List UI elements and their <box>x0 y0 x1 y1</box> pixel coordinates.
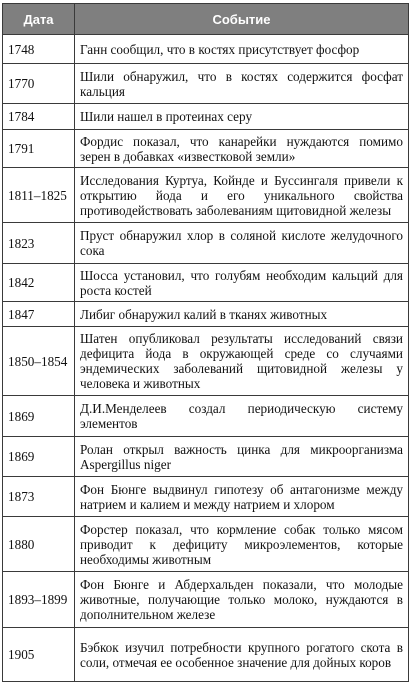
date-cell: 1869 <box>3 437 75 477</box>
date-cell: 1905 <box>3 628 75 682</box>
table-row <box>3 517 409 572</box>
table-row <box>3 64 409 104</box>
date-cell: 1893–1899 <box>3 572 75 628</box>
event-cell: Шили обнаружил, что в костях содержится фосфат кальция <box>75 64 409 104</box>
event-cell: Шосса установил, что голубям необходим кальций для роста костей <box>75 264 409 302</box>
event-cell: Форстер показал, что кормление собак только мясом приводит к дефициту микроэлементов, которые необходимы животным <box>75 517 409 572</box>
header-row <box>3 4 409 35</box>
date-cell: 1847 <box>3 302 75 327</box>
event-cell: Фон Бюнге и Абдерхальден показали, что молодые животные, получающие только молоко, нуждаются в дополнительном железе <box>75 572 409 628</box>
table-row <box>3 572 409 628</box>
event-cell: Пруст обнаружил хлор в соляной кислоте желудочного сока <box>75 223 409 264</box>
table-row <box>3 264 409 302</box>
table-body <box>3 35 409 682</box>
table-row <box>3 437 409 477</box>
table-row <box>3 302 409 327</box>
table-row <box>3 477 409 517</box>
table-row <box>3 223 409 264</box>
date-column-header: Дата <box>3 4 75 35</box>
table-row <box>3 130 409 168</box>
date-cell: 1791 <box>3 130 75 168</box>
date-cell: 1823 <box>3 223 75 264</box>
event-cell: Шили нашел в протеинах серу <box>75 104 409 130</box>
table-row <box>3 35 409 64</box>
event-column-header: Событие <box>75 4 409 35</box>
table-row <box>3 327 409 396</box>
date-cell: 1850–1854 <box>3 327 75 396</box>
event-cell: Исследования Куртуа, Койнде и Буссингаля привели к открытию йода и его уникального свойства противодействовать заболеваниям щитовидной железы <box>75 168 409 223</box>
date-cell: 1811–1825 <box>3 168 75 223</box>
event-cell: Фордис показал, что канарейки нуждаются помимо зерен в добавках «известковой земли» <box>75 130 409 168</box>
date-cell: 1873 <box>3 477 75 517</box>
event-cell: Шатен опубликовал результаты исследований связи дефицита йода в окружающей среде со случаями эндемических заболеваний щитовидной железы у человека и животных <box>75 327 409 396</box>
table-row <box>3 104 409 130</box>
date-cell: 1784 <box>3 104 75 130</box>
event-cell: Ролан открыл важность цинка для микроорганизма Aspergillus niger <box>75 437 409 477</box>
date-cell: 1842 <box>3 264 75 302</box>
table-row <box>3 168 409 223</box>
date-cell: 1880 <box>3 517 75 572</box>
event-cell: Д.И.Менделеев создал периодическую систему элементов <box>75 396 409 437</box>
event-cell: Фон Бюнге выдвинул гипотезу об антагонизме между натрием и калием и между натрием и хлором <box>75 477 409 517</box>
event-cell: Бэбкок изучил потребности крупного рогатого скота в соли, отмечая ее особенное значение для дойных коров <box>75 628 409 682</box>
table-row <box>3 628 409 682</box>
table-row <box>3 396 409 437</box>
event-cell: Либиг обнаружил калий в тканях животных <box>75 302 409 327</box>
date-cell: 1748 <box>3 35 75 64</box>
date-cell: 1869 <box>3 396 75 437</box>
date-cell: 1770 <box>3 64 75 104</box>
event-cell: Ганн сообщил, что в костях присутствует фосфор <box>75 35 409 64</box>
history-table <box>2 3 409 682</box>
